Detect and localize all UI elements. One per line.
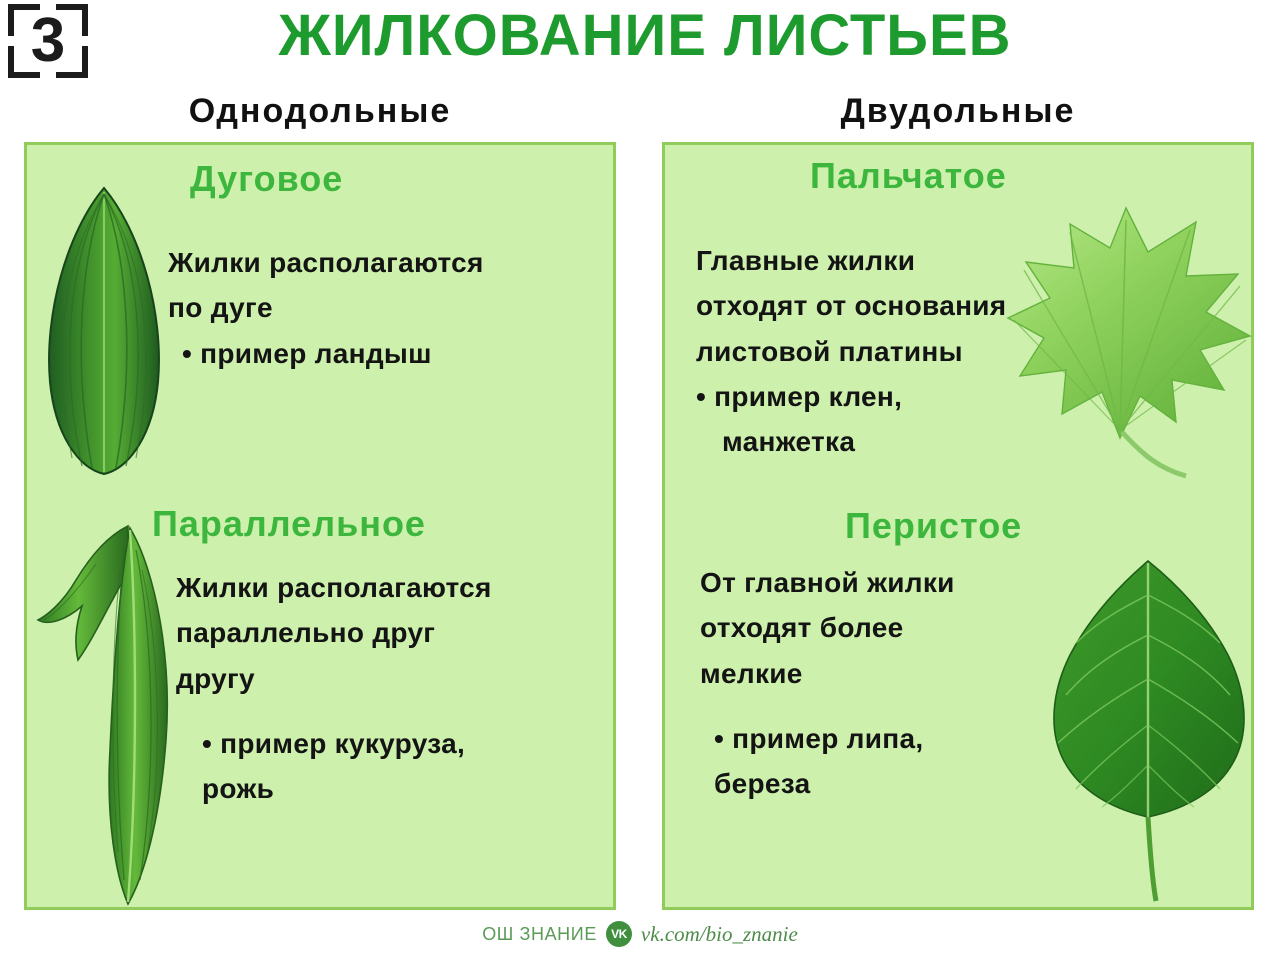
text-line: • пример ландыш (182, 337, 432, 369)
slide-number: 3 (30, 6, 66, 75)
description-arc (168, 240, 588, 376)
text-line: • пример кукуруза, (202, 728, 466, 760)
text-line: отходят более (700, 612, 904, 644)
vk-icon: VK (606, 921, 632, 947)
text-line: манжетка (722, 426, 856, 458)
footer-brand: ОШ ЗНАНИЕ (482, 923, 597, 944)
page-title: ЖИЛКОВАНИЕ ЛИСТЬЕВ (278, 3, 1012, 68)
footer-link[interactable]: vk.com/bio_znanie (640, 921, 798, 946)
text-line: береза (714, 768, 811, 800)
text-line: Жилки располагаются (168, 247, 484, 278)
text-spacer (176, 701, 596, 721)
description-palmate (696, 238, 1116, 465)
section-title-arc: Дуговое (190, 158, 344, 199)
text-line: параллельно друг (176, 617, 436, 649)
text-line: • пример липа, (714, 723, 924, 755)
text-line: рожь (202, 773, 275, 805)
slide-number-marker (8, 4, 88, 78)
text-line: отходят от основания (696, 290, 1007, 322)
text-line: От главной жилки (700, 567, 955, 598)
text-spacer (700, 696, 1090, 716)
text-line: мелкие (700, 657, 803, 689)
section-title-pinnate: Перистое (845, 505, 1023, 546)
section-title-parallel: Параллельное (152, 503, 426, 544)
column-heading-monocots: Однодольные (188, 92, 452, 130)
section-title-palmate: Пальчатое (810, 155, 1007, 196)
text-line: Жилки располагаются (176, 572, 492, 603)
text-line: другу (176, 662, 255, 694)
lily-leaf-icon (38, 186, 170, 476)
text-line: Главные жилки (696, 245, 916, 276)
description-parallel (176, 565, 596, 812)
text-line: по дуге (168, 292, 273, 324)
text-line: листовой платины (696, 335, 963, 367)
column-heading-dicots: Двудольные (840, 92, 1076, 130)
description-pinnate (700, 560, 1090, 807)
footer (0, 921, 1280, 947)
text-line: • пример клен, (696, 381, 903, 413)
